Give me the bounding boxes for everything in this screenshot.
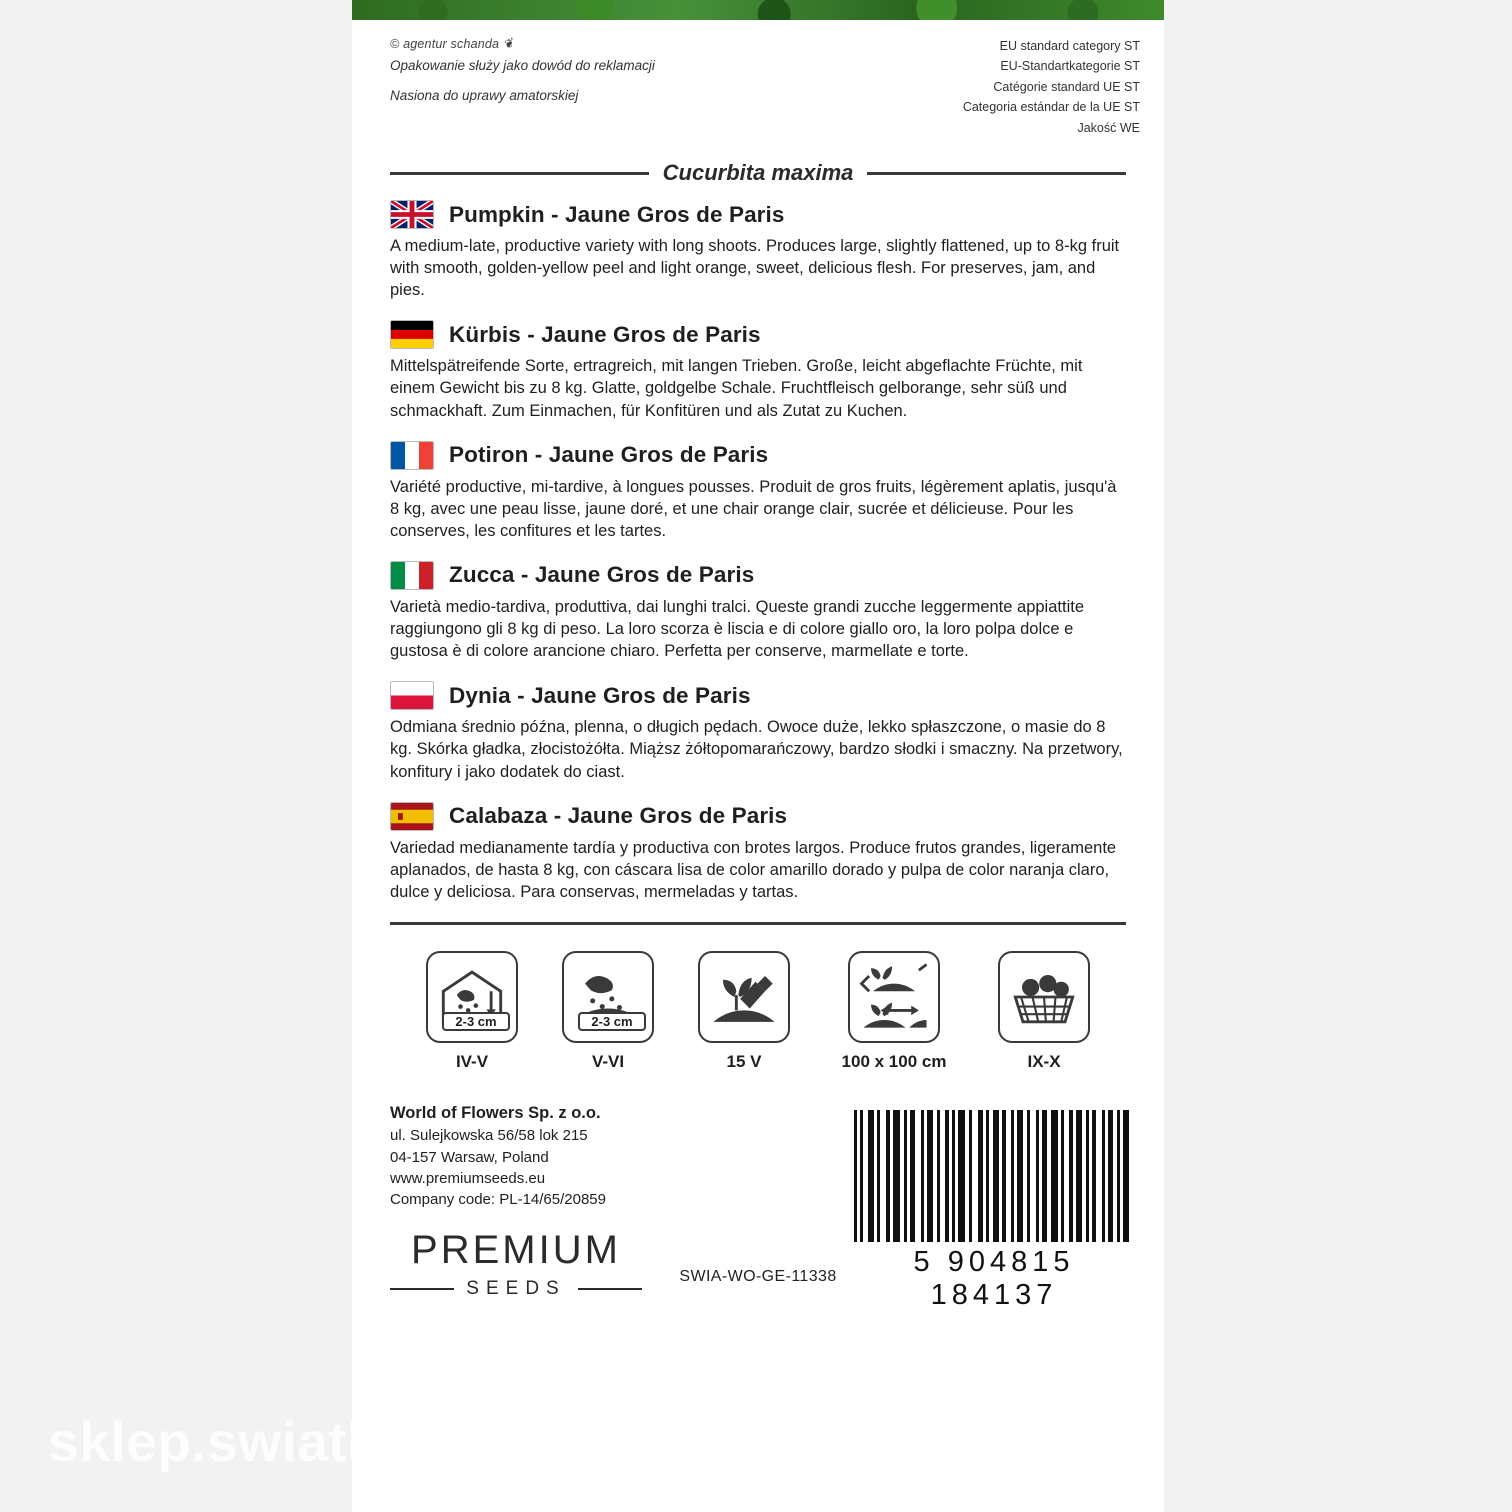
- company-address-1: ul. Sulejkowska 56/58 lok 215: [390, 1127, 588, 1145]
- icon-label: V-VI: [591, 1051, 625, 1071]
- rule: [390, 922, 1126, 925]
- eu-category-line: Catégorie standard UE ST: [993, 79, 1140, 94]
- language-description: Mittelspätreifende Sorte, ertragreich, mit langen Trieben. Große, leicht abgeflachte Früchte, mit einem Gewicht bis zu 8 kg. Glatte, goldgelbe Schale. Fruchtfleisch gelborange, sehr süß und schmackhaft. Zum Einmachen, für Konfitüren und als Zutat zu Kuchen.: [390, 357, 1083, 420]
- icon-item-sow-outdoors: [562, 951, 654, 1072]
- language-title: Kürbis - Jaune Gros de Paris: [449, 321, 761, 347]
- language-header: [390, 681, 1126, 710]
- icon-item-spacing: [834, 951, 954, 1072]
- language-title: Dynia - Jaune Gros de Paris: [449, 682, 751, 708]
- pl-note-2: Nasiona do uprawy amatorskiej: [390, 87, 579, 103]
- language-title: Pumpkin - Jaune Gros de Paris: [449, 201, 785, 227]
- language-block-it: [390, 561, 1126, 662]
- language-block-pl: [390, 681, 1126, 782]
- page-left-margin: [0, 0, 352, 1512]
- brand-logo: [390, 1227, 642, 1300]
- it-flag-icon: [390, 561, 434, 590]
- language-description: Varietà medio-tardiva, produttiva, dai lunghi tralci. Queste grandi zucche leggermente appiattite raggiungono gli 8 kg di peso. La loro scorza è liscia e di colore giallo oro, la loro polpa dolce e gustosa è di colore arancione chiaro. Perfetta per conserve, marmellate e torte.: [390, 597, 1084, 661]
- barcode-number: 5 904815 184137: [913, 1245, 1075, 1311]
- es-flag-icon: [390, 802, 434, 831]
- language-description: Variété productive, mi-tardive, à longues pousses. Produit de gros fruits, légèrement aplatis, jusqu'à 8 kg, avec une peau lisse, jaune doré, et une chair orange clair, sucrée et délicieuse. Pour les conserves, les confitures et les tartes.: [390, 477, 1117, 540]
- language-title: Zucca - Jaune Gros de Paris: [449, 562, 755, 588]
- seed-packet-back: [352, 0, 1164, 1512]
- page-right-margin: [1164, 0, 1512, 1512]
- eu-category-block: [963, 36, 1140, 138]
- rule-left: [390, 172, 649, 175]
- icon-item-planting-out: [698, 951, 790, 1072]
- language-block-fr: [390, 441, 1126, 542]
- language-description: Variedad medianamente tardía y productiva con brotes largos. Produce frutos grandes, ligeramente aplanados, de hasta 8 kg, con cáscara lisa de color amarillo dorado y pulpa de color naranja claro, dulce y deliciosa. Para conservas, mermeladas y tartas.: [390, 838, 1117, 901]
- logo-rule-left: [390, 1288, 454, 1290]
- planting-out-icon: [698, 951, 790, 1043]
- language-title: Potiron - Jaune Gros de Paris: [449, 442, 769, 468]
- icon-label: IX-X: [1027, 1051, 1061, 1071]
- fr-flag-icon: [390, 441, 434, 470]
- sow-under-cover-icon: [426, 951, 518, 1043]
- eu-category-line: Categoria estándar de la UE ST: [962, 100, 1140, 115]
- bottom-separator: [390, 922, 1126, 925]
- language-block-de: [390, 320, 1126, 421]
- company-code: Company code: PL-14/65/20859: [390, 1191, 606, 1209]
- watermark: sklep.swiatk: [48, 1410, 378, 1473]
- language-block-es: [390, 802, 1126, 903]
- icon-item-sow-under-cover: [426, 951, 518, 1072]
- product-photo-strip: [352, 0, 1164, 20]
- language-header: [390, 561, 1126, 590]
- icon-label: IV-V: [455, 1051, 489, 1071]
- de-flag-icon: [390, 320, 434, 349]
- language-description: Odmiana średnio późna, plenna, o długich pędach. Owoce duże, lekko spłaszczone, o masie do 8 kg. Skórka gładka, złocistożółta. Miąższ żółtopomarańczowy, bardzo słodki i smaczny. Na przetwory, konfitury i jako dodatek do ciast.: [390, 718, 1123, 781]
- copyright-text: © agentur schanda: [390, 37, 500, 51]
- icon-label: 15 V: [726, 1051, 762, 1071]
- brand-logo-line1: PREMIUM: [411, 1227, 621, 1272]
- leaf-icon: ❦: [501, 35, 517, 53]
- sow-outdoors-icon: [562, 951, 654, 1043]
- packet-content: [352, 20, 1164, 1332]
- language-header: [390, 441, 1126, 470]
- eu-category-line: Jakość WE: [1077, 120, 1140, 135]
- company-name: World of Flowers Sp. z o.o.: [390, 1103, 601, 1122]
- sku-code: SWIA-WO-GE-11338: [679, 1267, 837, 1285]
- language-header: [390, 802, 1126, 831]
- uk-flag-icon: [390, 200, 434, 229]
- pl-note-1: Opakowanie służy jako dowód do reklamacji: [390, 58, 655, 73]
- pl-flag-icon: [390, 681, 434, 710]
- company-block: [390, 1102, 606, 1211]
- barcode-bars: [854, 1110, 1134, 1242]
- top-meta: [352, 20, 1164, 160]
- rule-right: [867, 172, 1126, 175]
- cultivation-icons: [352, 951, 1164, 1072]
- eu-category-line: EU-Standartkategorie ST: [1000, 59, 1140, 74]
- icon-item-harvest: [998, 951, 1090, 1072]
- company-address-2: 04-157 Warsaw, Poland: [390, 1148, 549, 1166]
- species-separator: [390, 160, 1126, 186]
- brand-logo-line2: SEEDS: [466, 1277, 566, 1299]
- polish-notes: [390, 56, 690, 115]
- language-header: [390, 200, 1126, 229]
- language-sections: [390, 200, 1126, 903]
- copyright-line: [390, 35, 517, 53]
- spacing-icon: [848, 951, 940, 1043]
- language-title: Calabaza - Jaune Gros de Paris: [449, 803, 788, 829]
- logo-rule-right: [578, 1288, 642, 1290]
- eu-category-line: EU standard category ST: [999, 39, 1140, 53]
- company-website[interactable]: www.premiumseeds.eu: [390, 1169, 546, 1187]
- sowing-depth: 2-3 cm: [442, 1012, 510, 1031]
- language-header: [390, 320, 1126, 349]
- language-block-en: [390, 200, 1126, 301]
- packet-footer: [352, 1102, 1164, 1332]
- icon-label: 100 x 100 cm: [841, 1051, 947, 1071]
- sowing-depth: 2-3 cm: [578, 1012, 646, 1031]
- language-description: A medium-late, productive variety with long shoots. Produces large, slightly flattened, up to 8-kg fruit with smooth, golden-yellow peel and light orange, sweet, delicious flesh. For preserves, jam, and pies.: [390, 237, 1120, 300]
- harvest-icon: [998, 951, 1090, 1043]
- species-name: Cucurbita maxima: [662, 160, 854, 185]
